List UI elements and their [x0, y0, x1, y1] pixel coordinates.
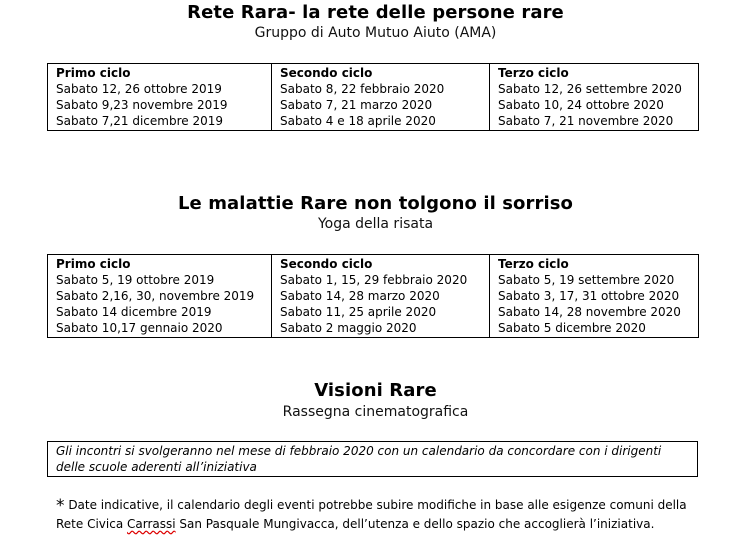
table-row: [48, 255, 699, 338]
section-subtitle-ama: Gruppo di Auto Mutuo Aiuto (AMA): [254, 25, 497, 41]
section-subtitle-rassegna: Rassegna cinematografica: [282, 404, 469, 420]
column-header: Primo ciclo: [56, 66, 131, 80]
schedule-column: [48, 255, 272, 338]
visioni-rare-note: Gli incontri si svolgeranno nel mese di febbraio 2020 con un calendario da concordare con i dirigenti delle scuole aderenti all’iniziativa: [47, 441, 698, 477]
date-entry: Sabato 5, 19 ottobre 2019: [56, 273, 215, 287]
footnote: [56, 496, 706, 533]
table-row: [48, 64, 699, 131]
date-entry: Sabato 7,21 dicembre 2019: [56, 114, 223, 128]
date-entry: Sabato 8, 22 febbraio 2020: [280, 82, 445, 96]
schedule-table-yoga: [47, 254, 699, 338]
date-entry: Sabato 10,17 gennaio 2020: [56, 321, 223, 335]
section-title-visioni-rare: Visioni Rare: [314, 380, 437, 401]
date-entry: Sabato 1, 15, 29 febbraio 2020: [280, 273, 468, 287]
footnote-asterisk: *: [56, 496, 65, 516]
date-entry: Sabato 2 maggio 2020: [280, 321, 417, 335]
date-entry: Sabato 14, 28 marzo 2020: [280, 289, 440, 303]
date-entry: Sabato 7, 21 novembre 2020: [498, 114, 674, 128]
spellcheck-flagged-word[interactable]: Carrassi: [127, 517, 176, 531]
section-title-malattie-rare: Le malattie Rare non tolgono il sorriso: [177, 193, 574, 214]
schedule-column: [490, 64, 699, 131]
date-entry: Sabato 7, 21 marzo 2020: [280, 98, 433, 112]
section-subtitle-yoga: Yoga della risata: [317, 216, 434, 232]
schedule-column: [48, 64, 272, 131]
date-entry: Sabato 10, 24 ottobre 2020: [498, 98, 664, 112]
date-entry: Sabato 2,16, 30, novembre 2019: [56, 289, 255, 303]
date-entry: Sabato 14 dicembre 2019: [56, 305, 212, 319]
schedule-table-rete-rara: [47, 63, 699, 131]
column-header: Terzo ciclo: [498, 66, 569, 80]
column-header: Terzo ciclo: [498, 257, 569, 271]
date-entry: Sabato 11, 25 aprile 2020: [280, 305, 437, 319]
date-entry: Sabato 3, 17, 31 ottobre 2020: [498, 289, 680, 303]
date-entry: Sabato 12, 26 settembre 2020: [498, 82, 682, 96]
column-header: Secondo ciclo: [280, 66, 373, 80]
date-entry: Sabato 4 e 18 aprile 2020: [280, 114, 436, 128]
section-title-rete-rara: Rete Rara- la rete delle persone rare: [187, 2, 564, 23]
date-entry: Sabato 12, 26 ottobre 2019: [56, 82, 222, 96]
schedule-column: [272, 64, 490, 131]
footnote-text-end: San Pasquale Mungivacca, dell’utenza e dello spazio che accoglierà l’iniziativa.: [175, 517, 655, 531]
schedule-column: [490, 255, 699, 338]
footnote-text: Date indicative, il calendario degli eventi potrebbe subire modifiche in base alle esigenze comuni della Rete Civica: [56, 498, 687, 531]
column-header: Primo ciclo: [56, 257, 131, 271]
date-entry: Sabato 5 dicembre 2020: [498, 321, 646, 335]
schedule-column: [272, 255, 490, 338]
date-entry: Sabato 14, 28 novembre 2020: [498, 305, 681, 319]
date-entry: Sabato 9,23 novembre 2019: [56, 98, 228, 112]
date-entry: Sabato 5, 19 settembre 2020: [498, 273, 675, 287]
column-header: Secondo ciclo: [280, 257, 373, 271]
